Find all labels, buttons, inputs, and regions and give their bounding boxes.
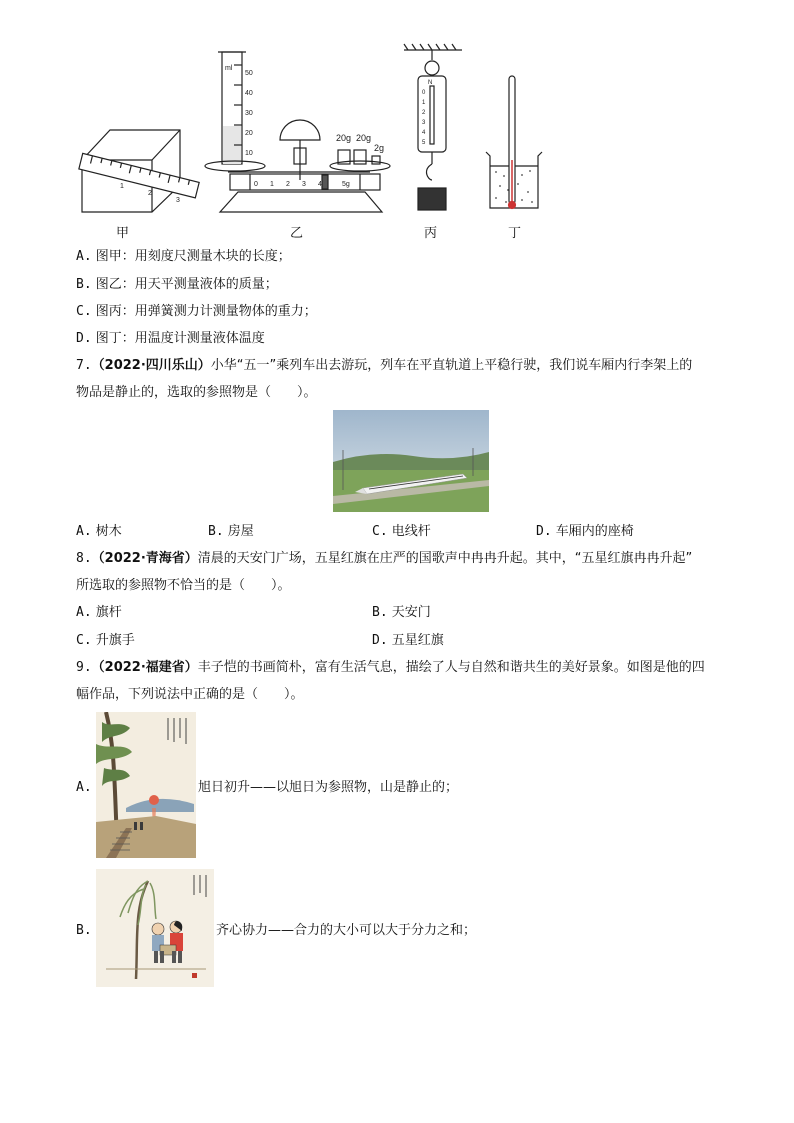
ruler-tick: 1 — [120, 183, 124, 190]
cyl-tick: 50 — [245, 70, 253, 77]
balance-drawing — [205, 52, 390, 212]
q7-option-d: D. 车厢内的座椅 — [536, 524, 634, 539]
spring-tick: 2 — [422, 110, 426, 116]
cyl-tick: 40 — [245, 90, 253, 97]
figure-label-yi: 乙 — [290, 226, 304, 241]
mass-label: 2g — [374, 143, 385, 153]
q6-option-c: C. 图丙：用弹簧测力计测量物体的重力； — [76, 304, 317, 319]
instrument-figure — [70, 40, 560, 240]
q7-option-c: C. 电线杆 — [372, 524, 431, 539]
figure-label-ding: 丁 — [508, 226, 522, 241]
q6-option-d: D. 图丁：用温度计测量液体温度 — [76, 331, 265, 346]
spring-tick: 0 — [422, 90, 426, 96]
rider-tick: 5g — [342, 181, 350, 188]
q9-option-a-text: 旭日初升——以旭日为参照物，山是静止的； — [198, 780, 459, 795]
thermometer-beaker-drawing — [486, 76, 542, 209]
q6-option-b: B. 图乙：用天平测量液体的质量； — [76, 277, 278, 292]
cyl-tick: 20 — [245, 130, 253, 137]
q8-option-b: B. 天安门 — [372, 605, 431, 620]
q8-stem-line1: 8.（2022·青海省）清晨的天安门广场，五星红旗在庄严的国歌声中冉冉升起。其中，“五星红旗冉冉升起” — [76, 551, 693, 566]
rider-tick: 0 — [254, 181, 258, 188]
rider-tick: 4 — [318, 181, 322, 188]
q9-option-a-letter: A. — [76, 780, 92, 795]
spring-unit: N — [428, 80, 433, 86]
q6-option-a: A. 图甲：用刻度尺测量木块的长度； — [76, 249, 291, 264]
spring-tick: 1 — [422, 100, 426, 106]
rider-tick: 1 — [270, 181, 274, 188]
q9-stem-line2: 幅作品，下列说法中正确的是（ ）。 — [76, 687, 304, 702]
mass-label: 20g — [336, 133, 352, 143]
q7-stem-line2: 物品是静止的，选取的参照物是（ ）。 — [76, 385, 317, 400]
q9-option-b-text: 齐心协力——合力的大小可以大于分力之和； — [216, 923, 477, 938]
cyl-tick: 30 — [245, 110, 253, 117]
painting-teamwork — [96, 869, 214, 987]
ruler-tick: 3 — [176, 197, 180, 204]
q7-option-b: B. 房屋 — [208, 524, 254, 539]
ruler-tick: 2 — [148, 190, 152, 197]
spring-scale-drawing — [404, 44, 462, 210]
spring-tick: 3 — [422, 120, 426, 126]
rider-tick: 3 — [302, 181, 306, 188]
spring-tick: 5 — [422, 140, 426, 146]
cylinder-unit: ml — [225, 65, 233, 72]
train-photo — [333, 410, 489, 512]
spring-tick: 4 — [422, 130, 426, 136]
q7-option-a: A. 树木 — [76, 524, 122, 539]
block-with-ruler-drawing — [79, 130, 199, 212]
mass-label: 20g — [356, 133, 372, 143]
rider-tick: 2 — [286, 181, 290, 188]
q8-option-d: D. 五星红旗 — [372, 633, 444, 648]
painting-sunrise — [96, 712, 196, 858]
q8-option-c: C. 升旗手 — [76, 633, 135, 648]
q8-stem-line2: 所选取的参照物不恰当的是（ ）。 — [76, 578, 291, 593]
q8-option-a: A. 旗杆 — [76, 605, 122, 620]
q7-stem-line1: 7.（2022·四川乐山）小华“五一”乘列车出去游玩，列车在平直轨道上平稳行驶，我们说车厢内行李架上的 — [76, 358, 693, 373]
cyl-tick: 10 — [245, 150, 253, 157]
q9-option-b-letter: B. — [76, 923, 92, 938]
q9-stem-line1: 9.（2022·福建省）丰子恺的书画简朴，富有生活气息，描绘了人与自然和谐共生的美好景象。如图是他的四 — [76, 660, 705, 675]
figure-label-bing: 丙 — [424, 226, 438, 241]
figure-label-jia: 甲 — [116, 226, 130, 241]
